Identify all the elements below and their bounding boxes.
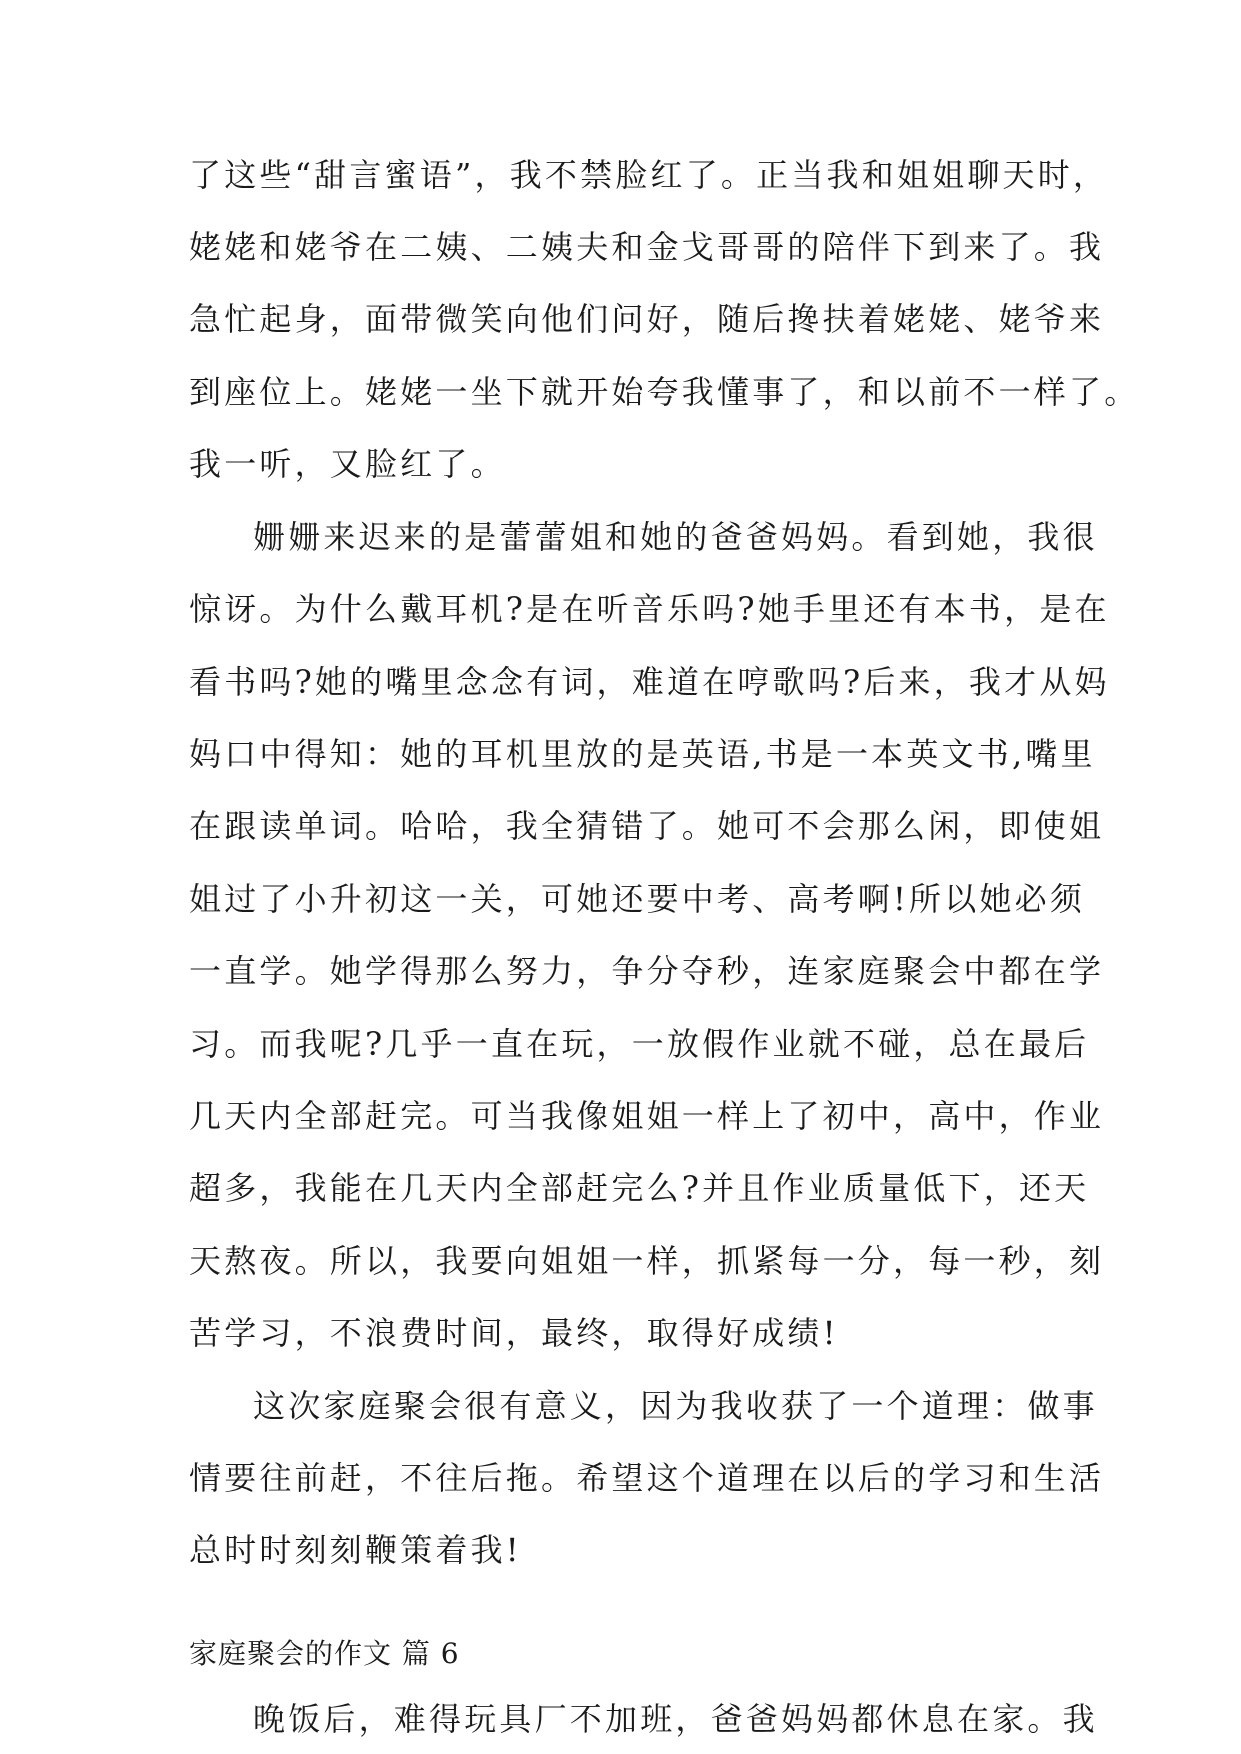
text-line: 几天内全部赶完。可当我像姐姐一样上了初中，高中，作业 bbox=[189, 1097, 1105, 1135]
text-line: 苦学习，不浪费时间，最终，取得好成绩! bbox=[189, 1314, 839, 1352]
text-line: 急忙起身，面带微笑向他们问好，随后搀扶着姥姥、姥爷来 bbox=[189, 300, 1105, 338]
text-line: 我一听，又脸红了。 bbox=[189, 445, 506, 483]
text-line: 这次家庭聚会很有意义，因为我收获了一个道理：做事 bbox=[253, 1387, 1098, 1425]
text-line: 姐过了小升初这一关，可她还要中考、高考啊!所以她必须 bbox=[189, 880, 1086, 918]
text-line: 妈口中得知：她的耳机里放的是英语,书是一本英文书,嘴里 bbox=[189, 735, 1096, 773]
text-line: 看书吗?她的嘴里念念有词，难道在哼歌吗?后来，我才从妈 bbox=[189, 663, 1110, 701]
text-line: 姗姗来迟来的是蕾蕾姐和她的爸爸妈妈。看到她，我很 bbox=[253, 518, 1098, 556]
text-line: 习。而我呢?几乎一直在玩，一放假作业就不碰，总在最后 bbox=[189, 1025, 1090, 1063]
text-line: 天熬夜。所以，我要向姐姐一样，抓紧每一分，每一秒，刻 bbox=[189, 1242, 1105, 1280]
text-line: 一直学。她学得那么努力，争分夺秒，连家庭聚会中都在学 bbox=[189, 952, 1105, 990]
text-line: 姥姥和姥爷在二姨、二姨夫和金戈哥哥的陪伴下到来了。我 bbox=[189, 228, 1105, 266]
text-line: 在跟读单词。哈哈，我全猜错了。她可不会那么闲，即使姐 bbox=[189, 807, 1105, 845]
text-line: 总时时刻刻鞭策着我! bbox=[189, 1531, 522, 1569]
section-heading: 家庭聚会的作文 篇 6 bbox=[189, 1637, 460, 1670]
text-line: 晚饭后，难得玩具厂不加班，爸爸妈妈都休息在家。我 bbox=[253, 1700, 1098, 1738]
text-line: 了这些“甜言蜜语”，我不禁脸红了。正当我和姐姐聊天时， bbox=[189, 156, 1109, 194]
text-line: 情要往前赶，不往后拖。希望这个道理在以后的学习和生活 bbox=[189, 1459, 1105, 1497]
text-line: 超多，我能在几天内全部赶完么?并且作业质量低下，还天 bbox=[189, 1169, 1090, 1207]
text-line: 到座位上。姥姥一坐下就开始夸我懂事了，和以前不一样了。 bbox=[189, 373, 1140, 411]
text-line: 惊讶。为什么戴耳机?是在听音乐吗?她手里还有本书，是在 bbox=[189, 590, 1110, 628]
